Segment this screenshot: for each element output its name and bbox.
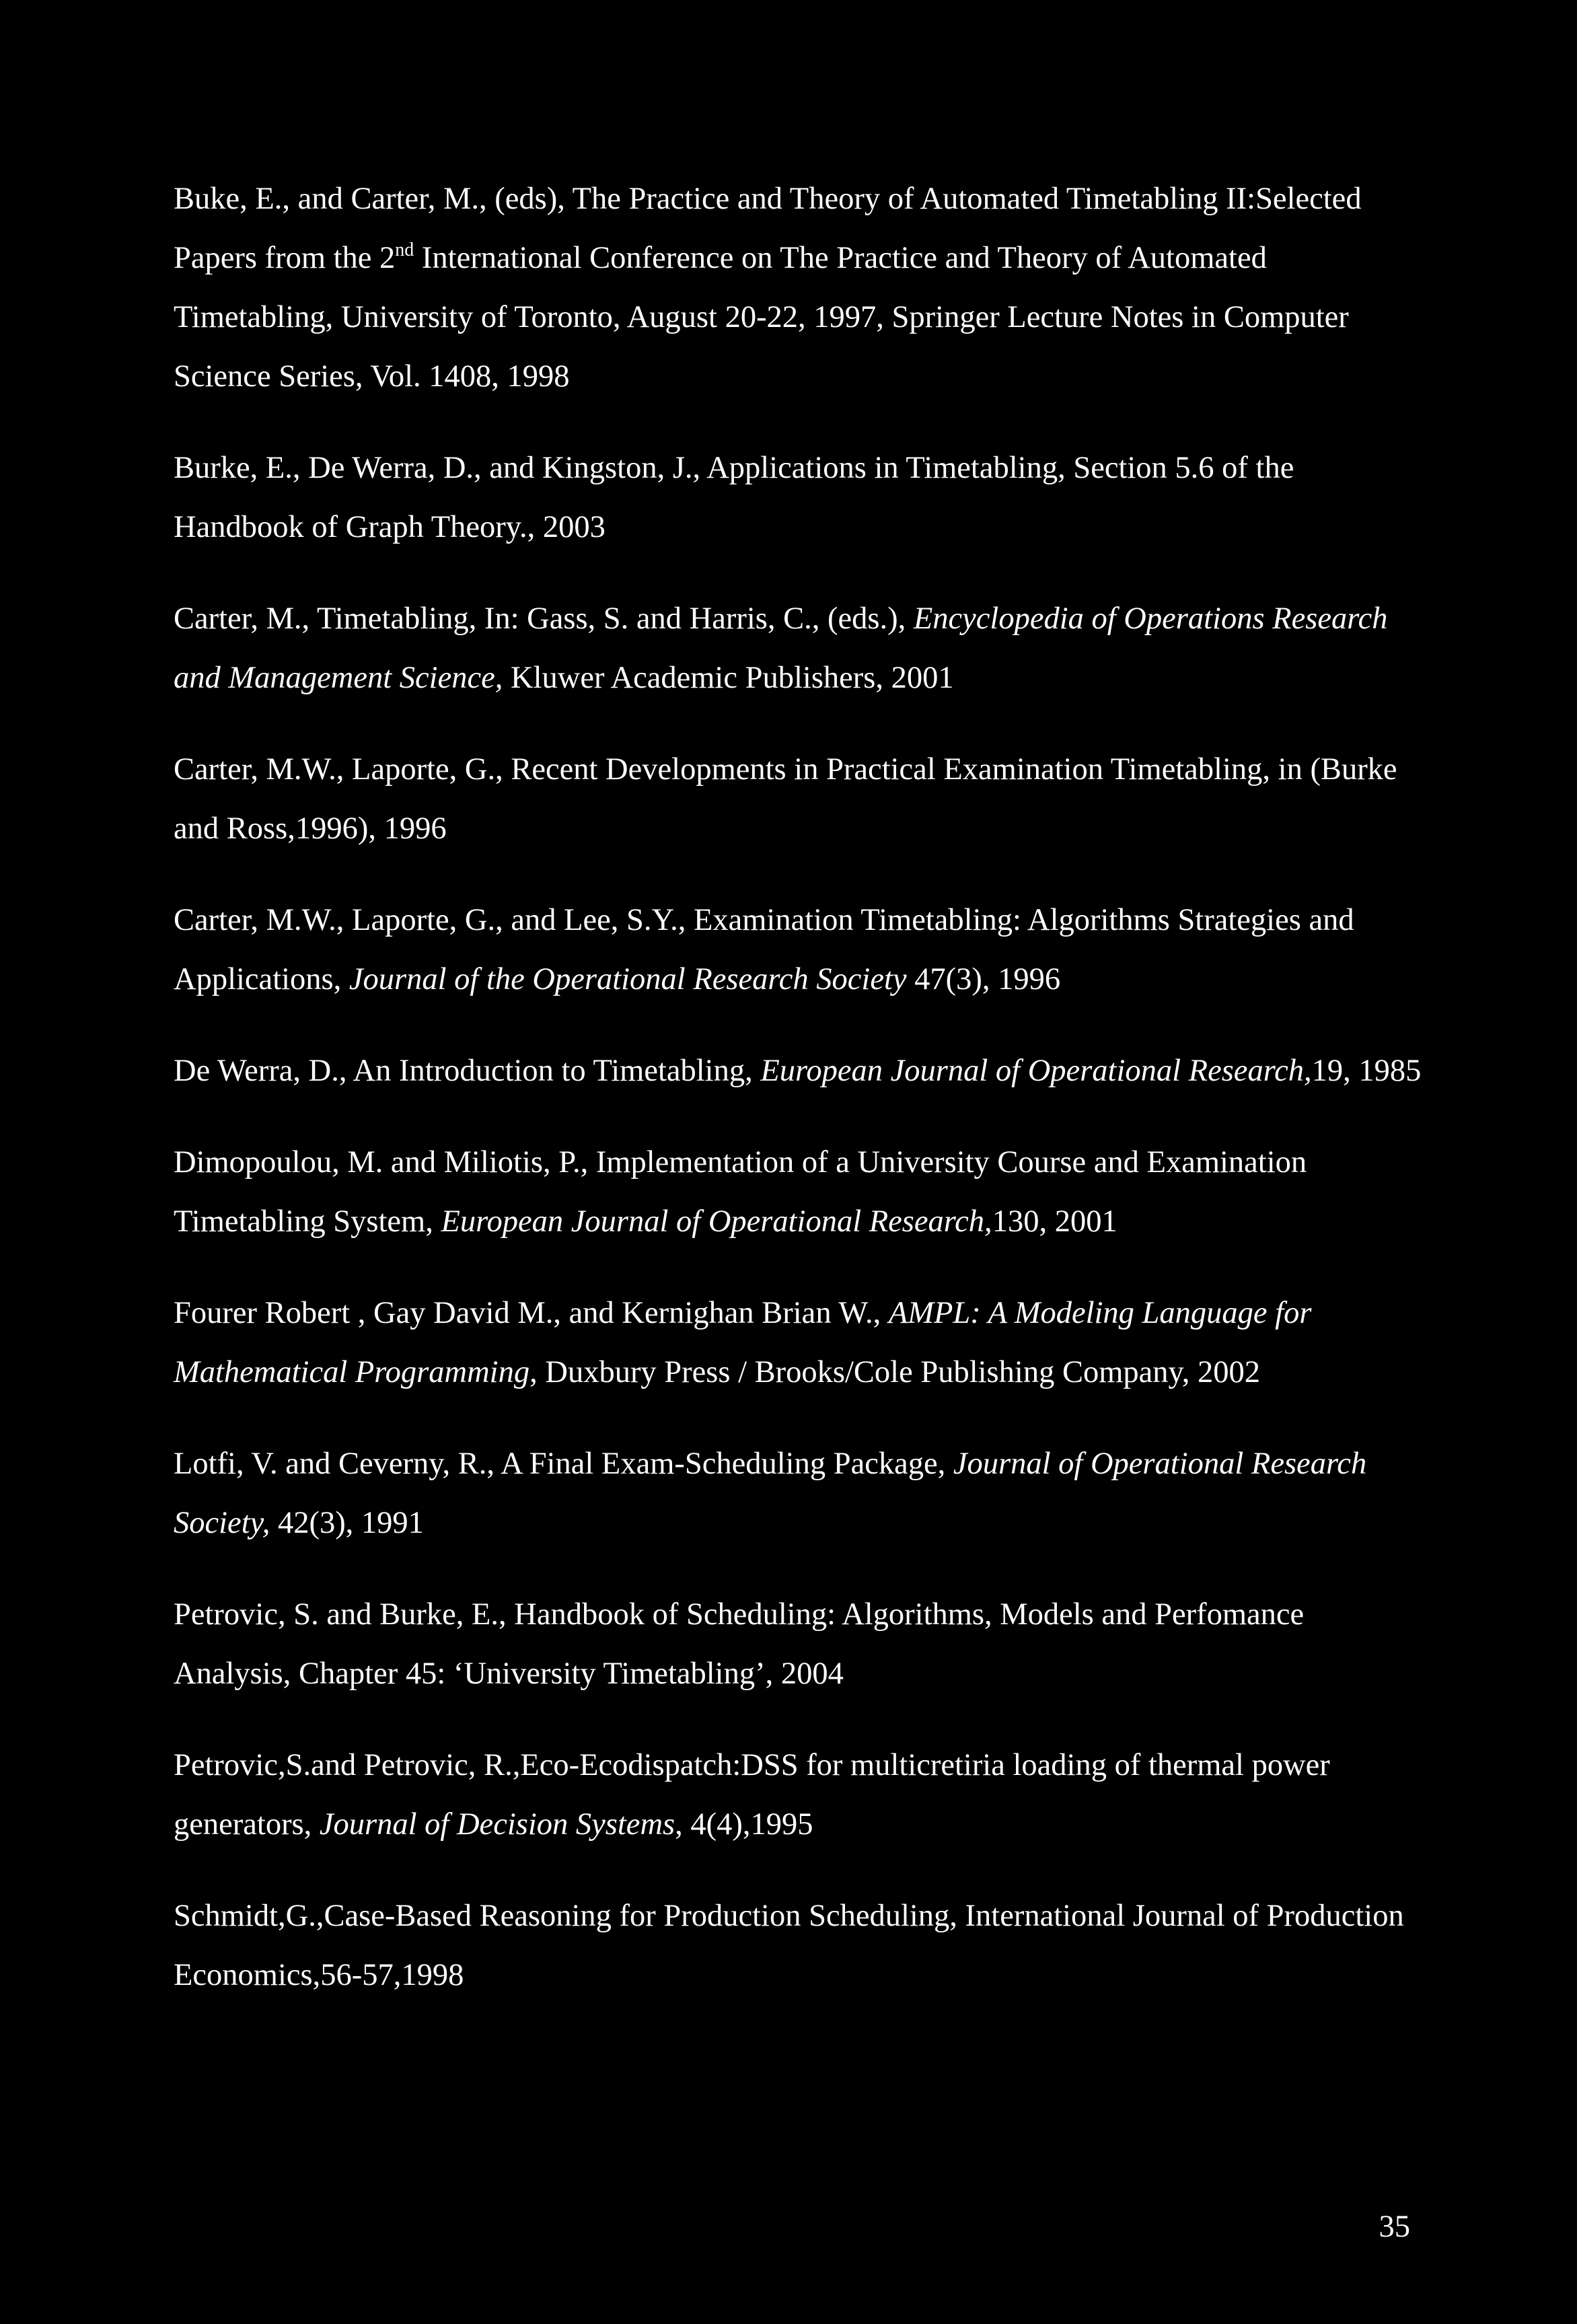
reference-text: Schmidt,G.,Case-Based Reasoning for Production Scheduling, International Journal of Production Economics,56-57,1998: [174, 1899, 1404, 1992]
reference-entry: [174, 740, 1425, 859]
reference-italic-title: Journal of Decision Systems: [319, 1807, 675, 1842]
reference-entry: [174, 891, 1425, 1009]
reference-entry: [174, 1042, 1425, 1101]
reference-entry: [174, 1133, 1425, 1251]
reference-entry: [174, 1585, 1425, 1704]
reference-text-continued: , 4(4),1995: [675, 1807, 813, 1842]
reference-italic-title: Encyclopedia of Operations Research and Management Science,: [174, 602, 1388, 695]
reference-text-continued: 47(3), 1996: [906, 962, 1061, 996]
reference-text-continued: 19, 1985: [1311, 1054, 1422, 1088]
reference-text: Carter, M.W., Laporte, G., and Lee, S.Y., Examination Timetabling: Algorithms Strategies and Applications,: [174, 903, 1354, 996]
reference-entry: [174, 439, 1425, 557]
reference-text: Lotfi, V. and Ceverny, R., A Final Exam-Scheduling Package,: [174, 1447, 953, 1481]
reference-list: [174, 170, 1425, 2005]
reference-italic-title: Journal of the Operational Research Society: [349, 962, 907, 996]
reference-text: Carter, M., Timetabling, In: Gass, S. and Harris, C., (eds.),: [174, 602, 914, 636]
reference-italic-title: AMPL: A Modeling Language for Mathematical Programming: [174, 1296, 1312, 1389]
reference-text: Fourer Robert , Gay David M., and Kernighan Brian W.,: [174, 1296, 889, 1330]
reference-text-continued: 42(3), 1991: [270, 1506, 424, 1540]
reference-text: Petrovic,S.and Petrovic, R.,Eco-Ecodispatch:DSS for multicretiria loading of thermal power generators,: [174, 1748, 1330, 1842]
reference-entry: [174, 1284, 1425, 1402]
reference-superscript: nd: [395, 240, 414, 260]
reference-text: De Werra, D., An Introduction to Timetabling,: [174, 1054, 761, 1088]
reference-entry: [174, 1736, 1425, 1854]
reference-text-continued: Kluwer Academic Publishers, 2001: [503, 661, 954, 695]
reference-italic-title: European Journal of Operational Research,: [441, 1204, 992, 1239]
reference-italic-title: European Journal of Operational Research,: [760, 1054, 1312, 1088]
reference-entry: [174, 1887, 1425, 2005]
reference-text: Petrovic, S. and Burke, E., Handbook of Scheduling: Algorithms, Models and Perfomance Analysis, Chapter 45: ‘University Timetabling’, 2004: [174, 1597, 1305, 1691]
reference-text-continued: International Conference on The Practice and Theory of Automated Timetabling, University of Toronto, August 20-22, 1997, Springer Lecture Notes in Computer Science Series, Vol. 1408, 1998: [174, 241, 1349, 394]
reference-italic-title: Journal of Operational Research Society,: [174, 1447, 1367, 1540]
reference-text-continued: , Duxbury Press / Brooks/Cole Publishing Company, 2002: [529, 1355, 1261, 1389]
reference-text: Burke, E., De Werra, D., and Kingston, J., Applications in Timetabling, Section 5.6 of the Handbook of Graph Theory., 2003: [174, 451, 1294, 544]
reference-entry: [174, 589, 1425, 708]
reference-text: Buke, E., and Carter, M., (eds), The Practice and Theory of Automated Timetabling II:Selected Papers from the 2: [174, 182, 1362, 275]
reference-text: Carter, M.W., Laporte, G., Recent Developments in Practical Examination Timetabling, in (Burke and Ross,1996), 1996: [174, 752, 1397, 846]
reference-entry: [174, 170, 1425, 406]
page-number: 35: [1379, 2210, 1410, 2244]
reference-text: Dimopoulou, M. and Miliotis, P., Implementation of a University Course and Examination Timetabling System,: [174, 1145, 1307, 1239]
reference-text-continued: 130, 2001: [992, 1204, 1117, 1239]
reference-entry: [174, 1435, 1425, 1553]
